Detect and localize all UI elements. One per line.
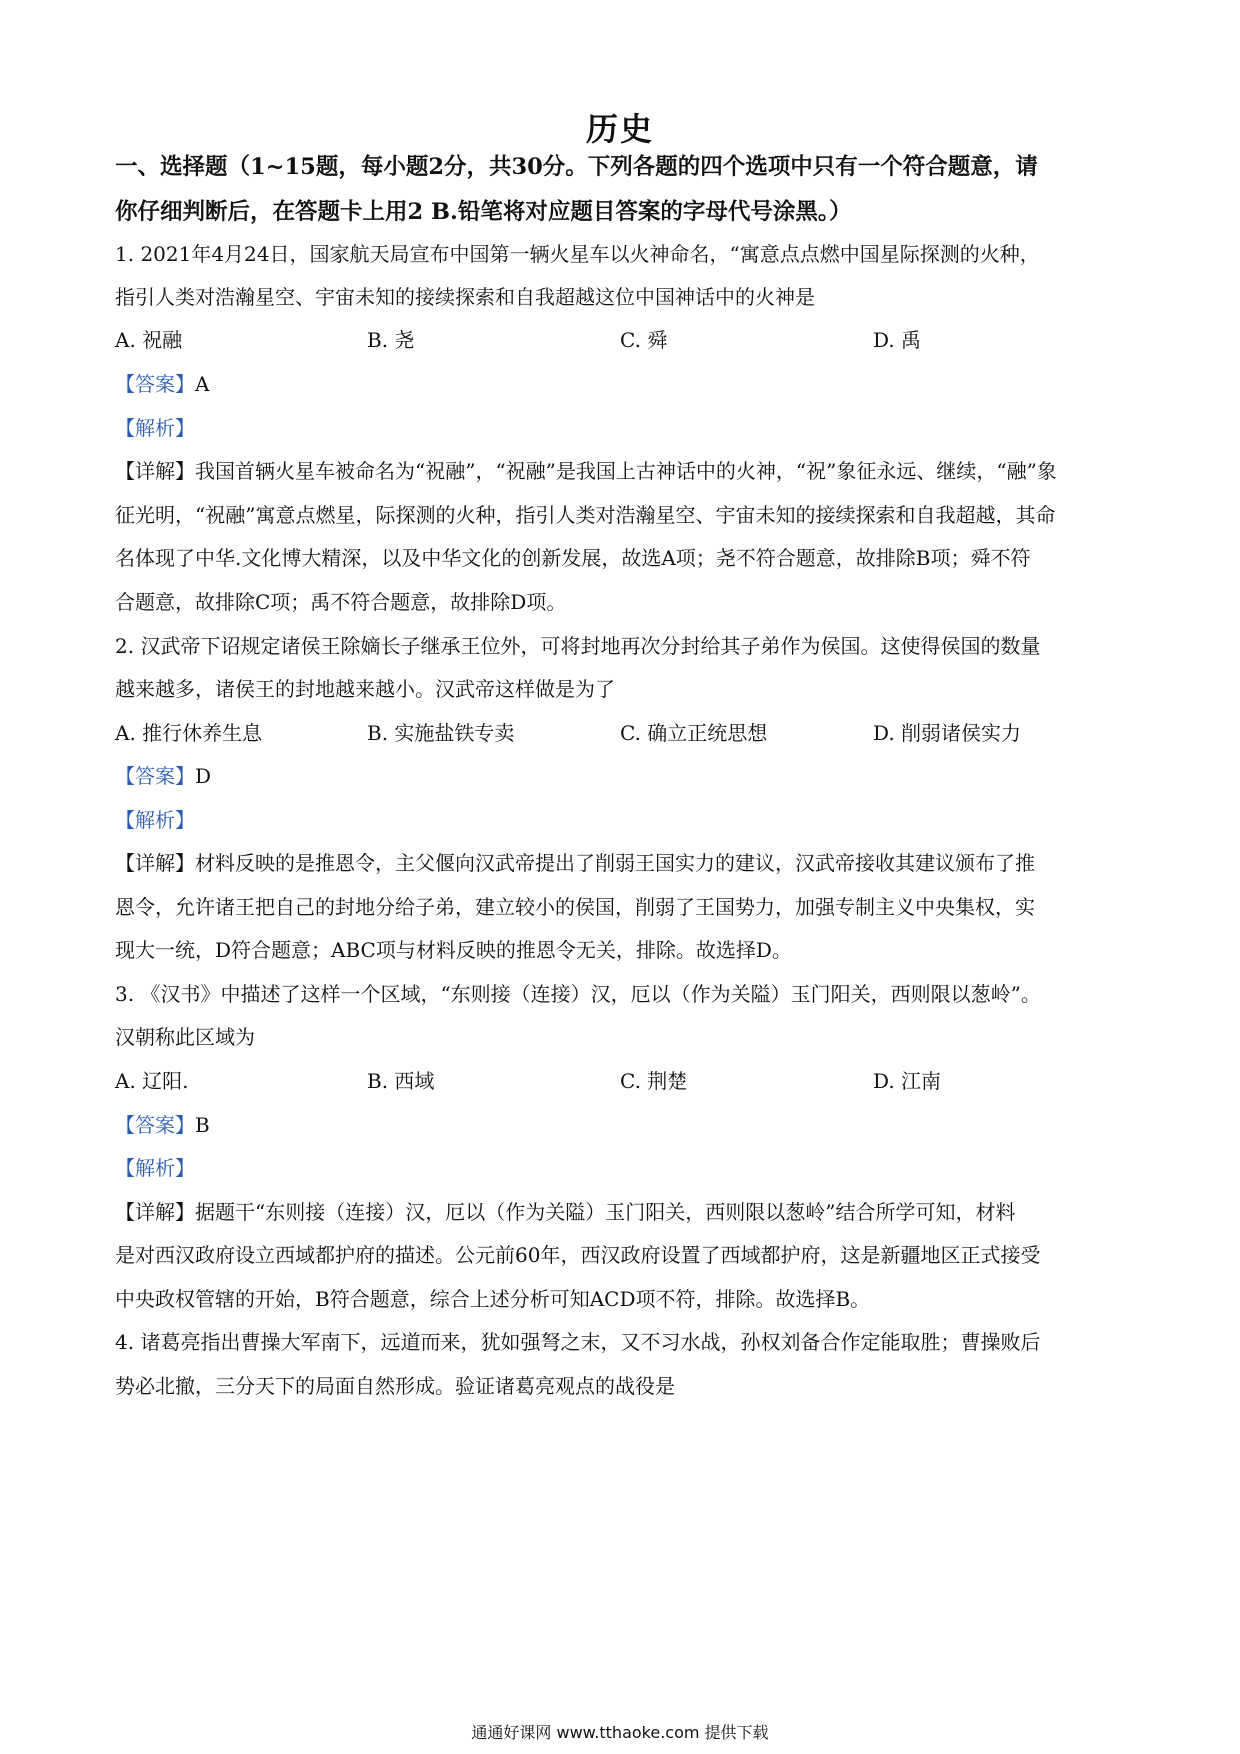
- detail-label: 【详解】: [115, 459, 195, 483]
- question-2-detail-line-1: [115, 849, 1135, 877]
- question-3-option-d: D. 江南: [873, 1069, 942, 1093]
- question-1-detail-line-3: 名体现了中华.文化博大精深，以及中华文化的创新发展，故选A项；尧不符合题意，故排除B项；舜不符: [115, 546, 1031, 570]
- question-1-option-b: B. 尧: [367, 328, 415, 352]
- question-2-answer-value: D: [195, 764, 212, 788]
- question-2-options: [115, 719, 1135, 747]
- question-1-detail-text-1: 我国首辆火星车被命名为“祝融”，“祝融”是我国上古神话中的火神，“祝”象征永远、继续，“融”象: [195, 459, 1057, 483]
- section-heading-line-1: 一、选择题（1~15题，每小题2分，共30分。下列各题的四个选项中只有一个符合题意，请: [115, 154, 1038, 180]
- question-3-answer: [115, 1111, 210, 1139]
- question-3-options: [115, 1067, 1135, 1095]
- answer-label: 【答案】: [115, 372, 195, 396]
- question-3-detail-line-3: 中央政权管辖的开始，B符合题意，综合上述分析可知ACD项不符，排除。故选择B。: [115, 1287, 871, 1311]
- question-3-option-c: C. 荆楚: [620, 1069, 688, 1093]
- question-3-answer-value: B: [195, 1113, 210, 1137]
- question-1-answer-value: A: [195, 372, 210, 396]
- question-1-detail-line-2: 征光明，“祝融”寓意点燃星，际探测的火种，指引人类对浩瀚星空、宇宙未知的接续探索和自我超越，其命: [115, 503, 1056, 527]
- question-2-analysis-label: [115, 806, 195, 834]
- question-2-option-a: A. 推行休养生息: [115, 721, 263, 745]
- question-2-stem-line-1: 2. 汉武帝下诏规定诸侯王除嫡长子继承王位外，可将封地再次分封给其子弟作为侯国。这使得侯国的数量: [115, 634, 1041, 658]
- question-3-option-a: A. 辽阳.: [115, 1069, 189, 1093]
- question-4-stem-line-1: 4. 诸葛亮指出曹操大军南下，远道而来，犹如强弩之末，又不习水战，孙权刘备合作定能取胜；曹操败后: [115, 1330, 1041, 1354]
- answer-label: 【答案】: [115, 1113, 195, 1137]
- question-2-option-b: B. 实施盐铁专卖: [367, 721, 515, 745]
- question-1-answer: [115, 370, 209, 398]
- question-2-answer: [115, 762, 211, 790]
- question-2-detail-line-2: 恩令，允许诸王把自己的封地分给子弟，建立较小的侯国，削弱了王国势力，加强专制主义中央集权，实: [115, 895, 1035, 919]
- question-2-option-d: D. 削弱诸侯实力: [873, 721, 1022, 745]
- question-3-stem-line-2: 汉朝称此区域为: [115, 1025, 255, 1049]
- question-1-option-a: A. 祝融: [115, 328, 183, 352]
- question-1-stem-line-2: 指引人类对浩瀚星空、宇宙未知的接续探索和自我超越这位中国神话中的火神是: [115, 285, 815, 309]
- question-2-detail-line-3: 现大一统，D符合题意；ABC项与材料反映的推恩令无关，排除。故选择D。: [115, 938, 792, 962]
- section-heading-line-2: 你仔细判断后，在答题卡上用2 B.铅笔将对应题目答案的字母代号涂黑。）: [115, 199, 852, 225]
- detail-label: 【详解】: [115, 1200, 195, 1224]
- question-3-detail-line-1: [115, 1198, 1135, 1226]
- question-3-stem-line-1: 3. 《汉书》中描述了这样一个区域，“东则接（连接）汉，厄以（作为关隘）玉门阳关，西则限以葱岭”。: [115, 982, 1041, 1006]
- question-1-detail-line-1: [115, 457, 1135, 485]
- question-1-stem-line-1: 1. 2021年4月24日，国家航天局宣布中国第一辆火星车以火神命名，“寓意点点燃中国星际探测的火种，: [115, 242, 1040, 266]
- question-1-options: [115, 326, 1135, 354]
- question-3-detail-line-2: 是对西汉政府设立西域都护府的描述。公元前60年，西汉政府设置了西域都护府，这是新疆地区正式接受: [115, 1243, 1041, 1267]
- question-1-analysis-label: [115, 414, 195, 442]
- analysis-label: 【解析】: [115, 1156, 195, 1180]
- question-3-option-b: B. 西域: [367, 1069, 435, 1093]
- page-footer: 通通好课网 www.tthaoke.com 提供下载: [471, 1723, 769, 1742]
- question-1-option-d: D. 禹: [873, 328, 922, 352]
- question-3-detail-text-1: 据题干“东则接（连接）汉，厄以（作为关隘）玉门阳关，西则限以葱岭”结合所学可知，材料: [195, 1200, 1016, 1224]
- question-1-option-c: C. 舜: [620, 328, 668, 352]
- page-title: 历史: [585, 110, 654, 148]
- question-2-stem-line-2: 越来越多，诸侯王的封地越来越小。汉武帝这样做是为了: [115, 677, 615, 701]
- question-3-analysis-label: [115, 1154, 195, 1182]
- question-4-stem-line-2: 势必北撤，三分天下的局面自然形成。验证诸葛亮观点的战役是: [115, 1374, 675, 1398]
- question-1-detail-line-4: 合题意，故排除C项；禹不符合题意，故排除D项。: [115, 590, 567, 614]
- analysis-label: 【解析】: [115, 416, 195, 440]
- question-2-detail-text-1: 材料反映的是推恩令，主父偃向汉武帝提出了削弱王国实力的建议，汉武帝接收其建议颁布了推: [195, 851, 1035, 875]
- detail-label: 【详解】: [115, 851, 195, 875]
- question-2-option-c: C. 确立正统思想: [620, 721, 768, 745]
- analysis-label: 【解析】: [115, 808, 195, 832]
- answer-label: 【答案】: [115, 764, 195, 788]
